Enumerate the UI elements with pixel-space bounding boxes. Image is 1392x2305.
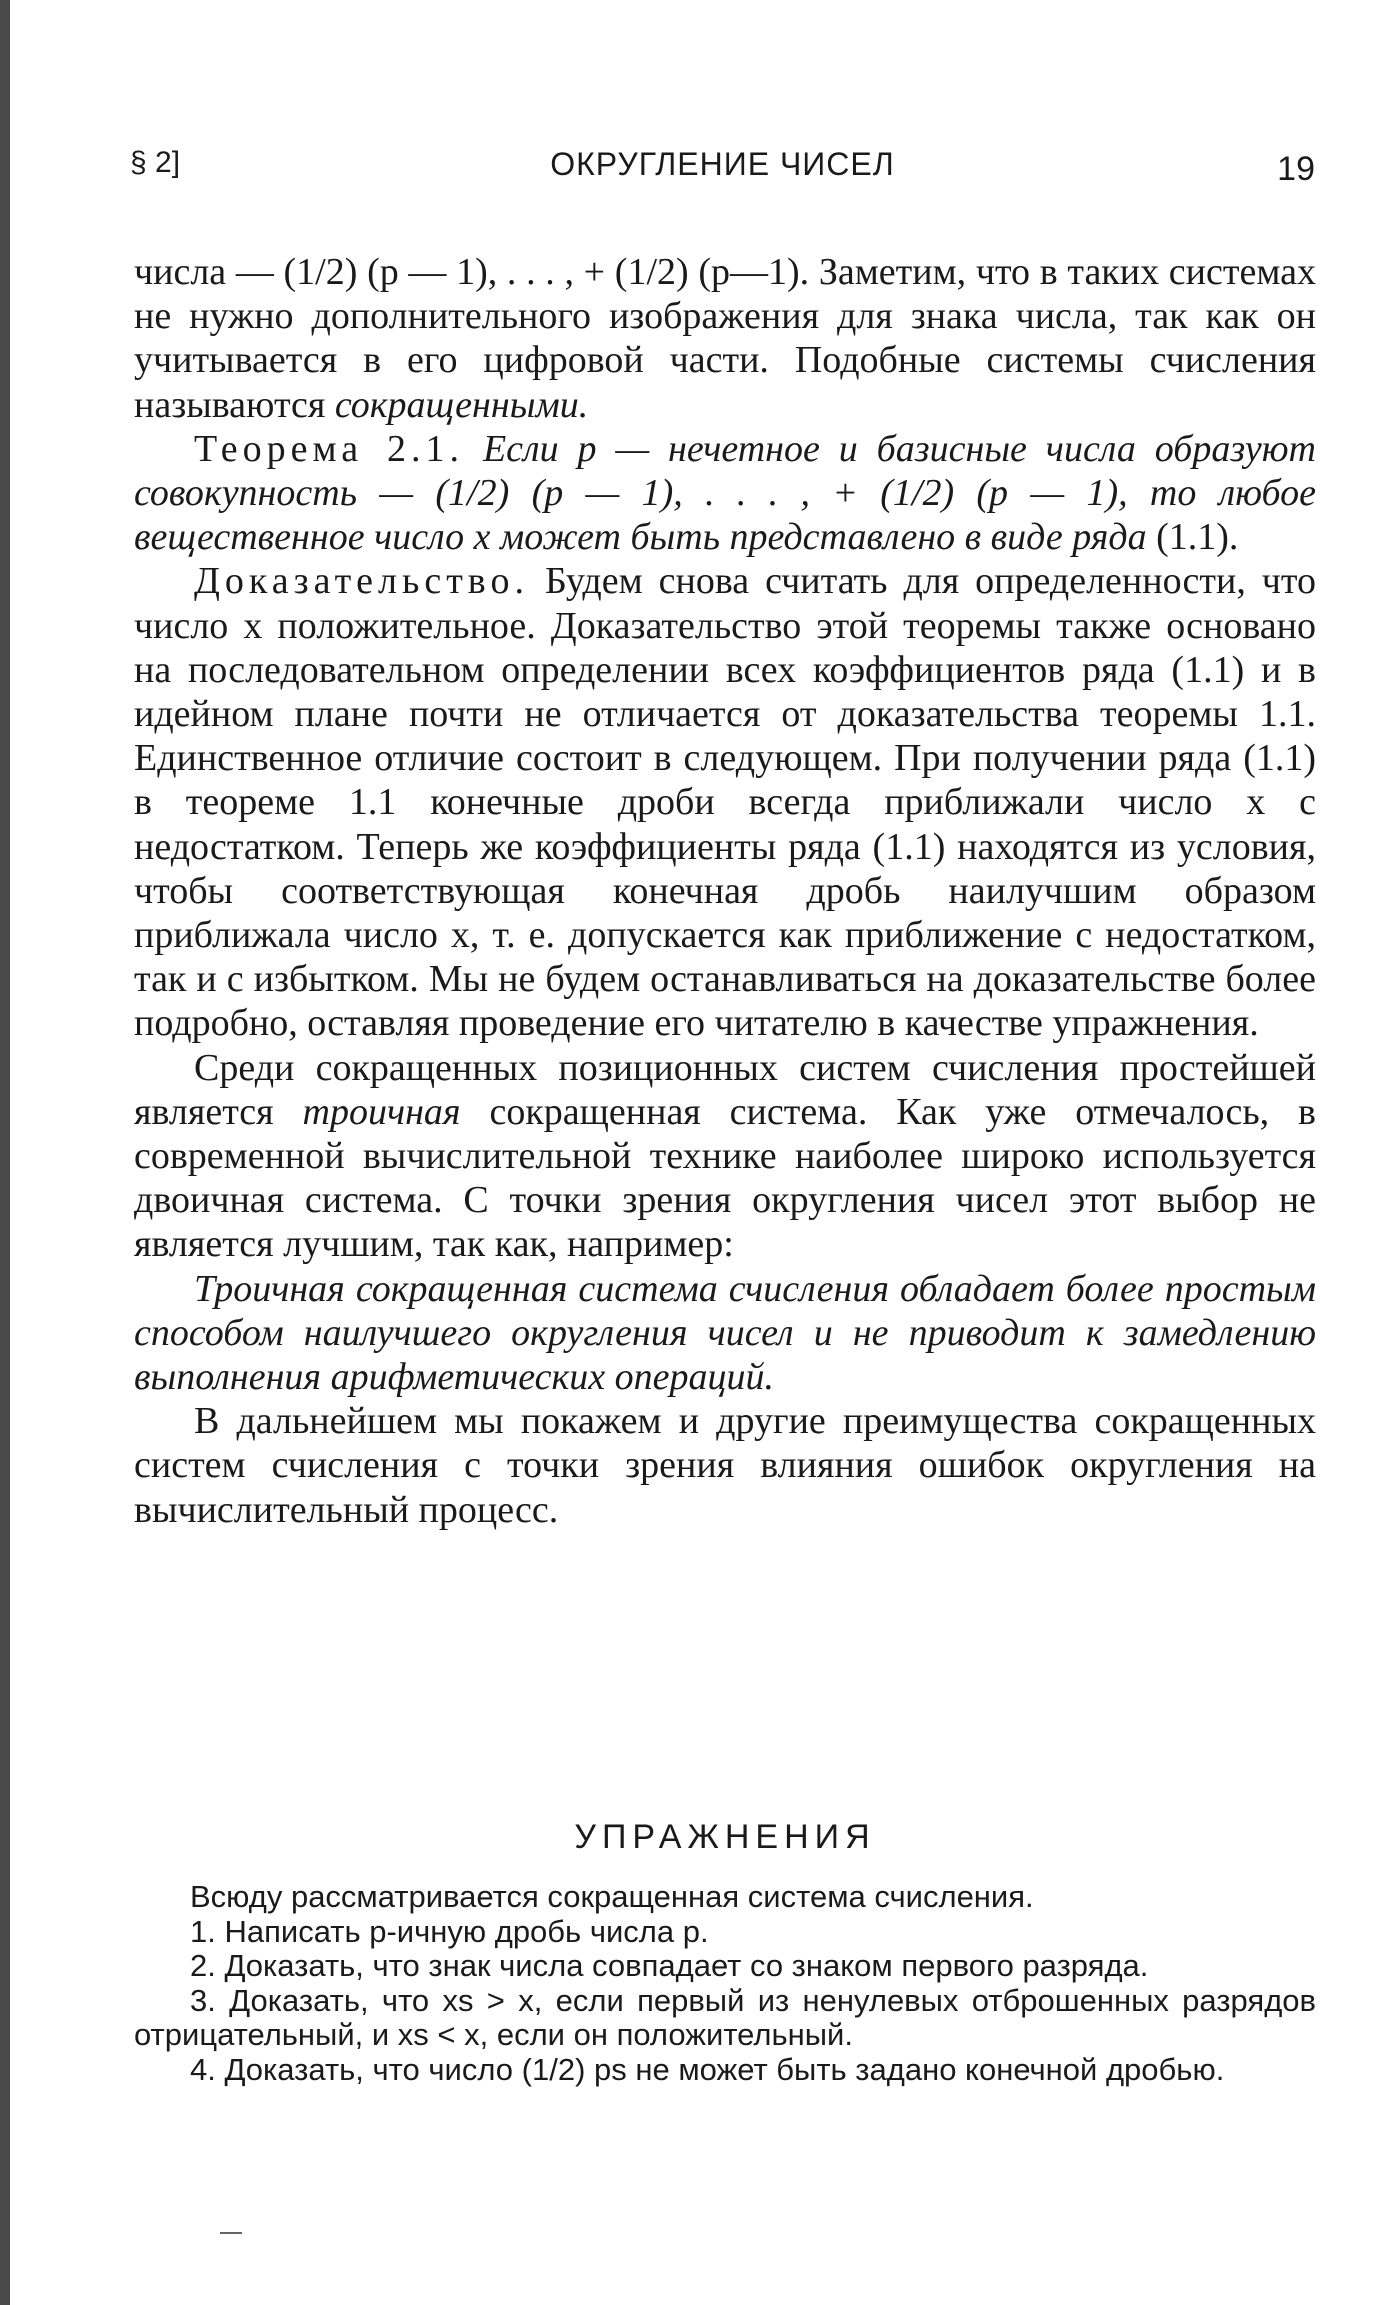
running-header: [130, 140, 1315, 190]
paragraph-ternary: Среди сокращенных позиционных систем счисления простейшей является троичная сокращенная система. Как уже отмечалось, в современной вычислительной технике наиболее широко используется двоичная система. С точки зрения округления чисел этот выбор не является лучшим, так как, например:: [134, 1046, 1316, 1266]
binding-edge: [0, 0, 10, 2305]
proof: [134, 559, 1316, 1045]
exercise-item: 4. Доказать, что число (1/2) ps не может быть задано конечной дробью.: [190, 2051, 1225, 2087]
page-number: 19: [1277, 150, 1315, 188]
exercise-item: 1. Написать p-ичную дробь числа p.: [190, 1913, 709, 1949]
paragraph-1: числа — (1/2) (p — 1), . . . , + (1/2) (p—1). Заметим, что в таких системах не нужно дополнительного изображения для знака числа, так как он учитывается в его цифровой части. Подобные системы счисления называются сокращенными.: [134, 251, 1316, 426]
proof-text: Будем снова считать для определенности, что число x положительное. Доказательство этой теоремы также основано на последовательном определении всех коэффициентов ряда (1.1) и в идейном плане почти не отличается от доказательства теоремы 1.1. Единственное отличие состоит в следующем. При получении ряда (1.1) в теореме 1.1 конечные дроби всегда приближали число x с недостатком. Теперь же коэффициенты ряда (1.1) находятся из условия, чтобы соответствующая конечная дробь наилучшим образом приближала число x, т. е. допускается как приближение с недостатком, так и с избытком. Мы не будем останавливаться на доказательстве более подробно, оставляя проведение его читателю в качестве упражнения.: [134, 560, 1316, 1045]
exercise-item: 2. Доказать, что знак числа совпадает со знаком первого разряда.: [190, 1948, 1149, 1983]
theorem-2-1: [134, 427, 1316, 560]
term-abridged: сокращенными.: [334, 383, 589, 426]
exercises-heading: УПРАЖНЕНИЯ: [574, 1818, 876, 1856]
section-mark: § 2]: [130, 146, 181, 179]
exercise-item: 3. Доказать, что xs > x, если первый из ненулевых отброшенных разрядов отрицательный, и xs < x, если он положительный.: [134, 1982, 1316, 2052]
chapter-title: ОКРУГЛЕНИЕ ЧИСЕЛ: [550, 146, 895, 182]
theorem-statement: Если p — нечетное и базисные числа образуют совокупность — (1/2) (p — 1), . . . , + (1/2) (p — 1), то любое вещественное число x может быть представлено в виде ряда: [134, 427, 1317, 559]
proof-label: Доказательство.: [194, 560, 529, 603]
paragraph-further: В дальнейшем мы покажем и другие преимущества сокращенных систем счисления с точки зрения влияния ошибок округления на вычислительный процесс.: [134, 1400, 1316, 1531]
exercises-list: [134, 1880, 1316, 2087]
theorem-ref: (1.1).: [1146, 516, 1239, 559]
footer-dash: [220, 2232, 242, 2234]
statement-ternary: Троичная сокращенная система счисления обладает более простым способом наилучшего округления чисел и не приводит к замедлению выполнения арифметических операций.: [134, 1267, 1316, 1399]
theorem-label: Теорема 2.1.: [194, 427, 465, 470]
exercises-intro: Всюду рассматривается сокращенная система счисления.: [190, 1879, 1034, 1914]
term-ternary: троичная: [302, 1090, 461, 1133]
main-text: [134, 250, 1316, 1532]
